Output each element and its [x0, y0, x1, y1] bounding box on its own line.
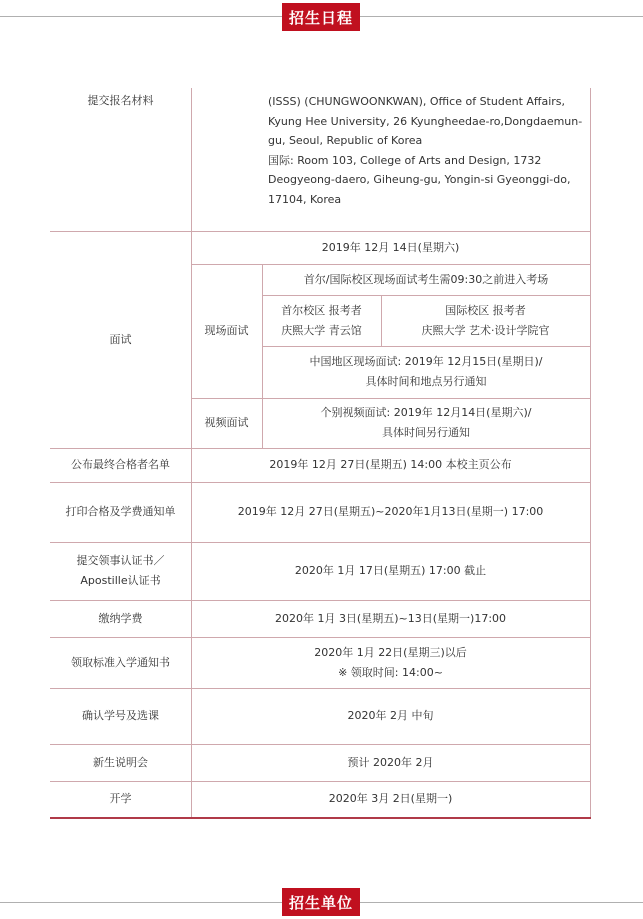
label-video-interview: 视频面试: [204, 416, 249, 429]
onsite-note: 首尔/国际校区现场面试考生需09:30之前进入考场: [303, 272, 549, 286]
address-line: (ISSS) (CHUNGWOONKWAN), Office of Student Affairs,: [268, 95, 566, 108]
apostille-label-line: Apostille认证书: [80, 574, 161, 587]
final-result-value: 2019年 12月 27日(星期五) 14:00 本校主页公布: [269, 458, 512, 471]
label-onsite-interview: 现场面试: [204, 324, 249, 337]
label-semester-start: 开学: [109, 792, 132, 805]
label-materials: 提交报名材料: [87, 94, 154, 107]
materials-address: [268, 92, 586, 209]
admission-letter-date: 2020年 1月 22日(星期三)以后: [314, 645, 467, 659]
address-line: Deogyeong-daero, Giheung-gu, Yongin-si Gyeonggi-do,: [268, 173, 571, 186]
global-campus-applicant: 国际校区 报考者: [445, 303, 526, 317]
admission-letter-value: [191, 637, 590, 688]
tuition-value: 2020年 1月 3日(星期五)~13日(星期一)17:00: [274, 611, 507, 625]
orientation-value: 预计 2020年 2月: [347, 755, 434, 769]
global-campus-cell: [381, 295, 590, 346]
apostille-value: 2020年 1月 17日(星期五) 17:00 截止: [294, 564, 487, 577]
address-line: 国际: Room 103, College of Arts and Design, 1732: [268, 153, 542, 167]
china-interview-date: 中国地区现场面试: 2019年 12月15日(星期日)/: [309, 355, 543, 368]
label-admission-letter: 领取标准入学通知书: [71, 655, 170, 669]
label-print-notice: 打印合格及学费通知单: [65, 505, 176, 518]
section-title-schedule: 招生日程: [282, 3, 360, 31]
global-campus-venue: 庆熙大学 艺术·设计学院官: [421, 323, 550, 337]
address-line: Kyung Hee University, 26 Kyungheedae-ro,Dongdaemun-: [268, 114, 583, 128]
label-final-result: 公布最终合格者名单: [71, 458, 170, 471]
semester-start-value: 2020年 3月 2日(星期一): [328, 792, 453, 805]
label-orientation: 新生说明会: [93, 755, 148, 769]
seoul-campus-applicant: 首尔校区 报考者: [281, 303, 362, 317]
seoul-campus-cell: [262, 295, 381, 346]
course-registration-value: 2020年 2月 中旬: [347, 709, 434, 722]
address-line: 17104, Korea: [268, 192, 342, 206]
seoul-campus-venue: 庆熙大学 青云馆: [281, 323, 362, 337]
video-interview-cell: [262, 398, 590, 448]
print-notice-value: 2019年 12月 27日(星期五)~2020年1月13日(星期一) 17:00: [237, 505, 544, 518]
label-interview: 面试: [109, 332, 132, 346]
video-interview-note: 具体时间另行通知: [382, 426, 470, 439]
apostille-label-line: 提交领事认证书／: [76, 554, 165, 567]
table-bottom-rule: [50, 817, 591, 819]
schedule-table: [50, 88, 591, 818]
address-line: gu, Seoul, Republic of Korea: [268, 134, 423, 147]
china-interview-note: 具体时间和地点另行通知: [365, 375, 487, 388]
label-tuition: 缴纳学费: [98, 611, 143, 625]
label-apostille: [50, 542, 191, 600]
china-interview-cell: [262, 346, 590, 398]
section-title-institution: 招生单位: [282, 888, 360, 916]
interview-date: 2019年 12月 14日(星期六): [321, 240, 460, 254]
label-course-registration: 确认学号及选课: [82, 709, 159, 722]
video-interview-date: 个别视频面试: 2019年 12月14日(星期六)/: [320, 406, 532, 419]
admission-letter-time: ※ 领取时间: 14:00~: [338, 665, 443, 679]
